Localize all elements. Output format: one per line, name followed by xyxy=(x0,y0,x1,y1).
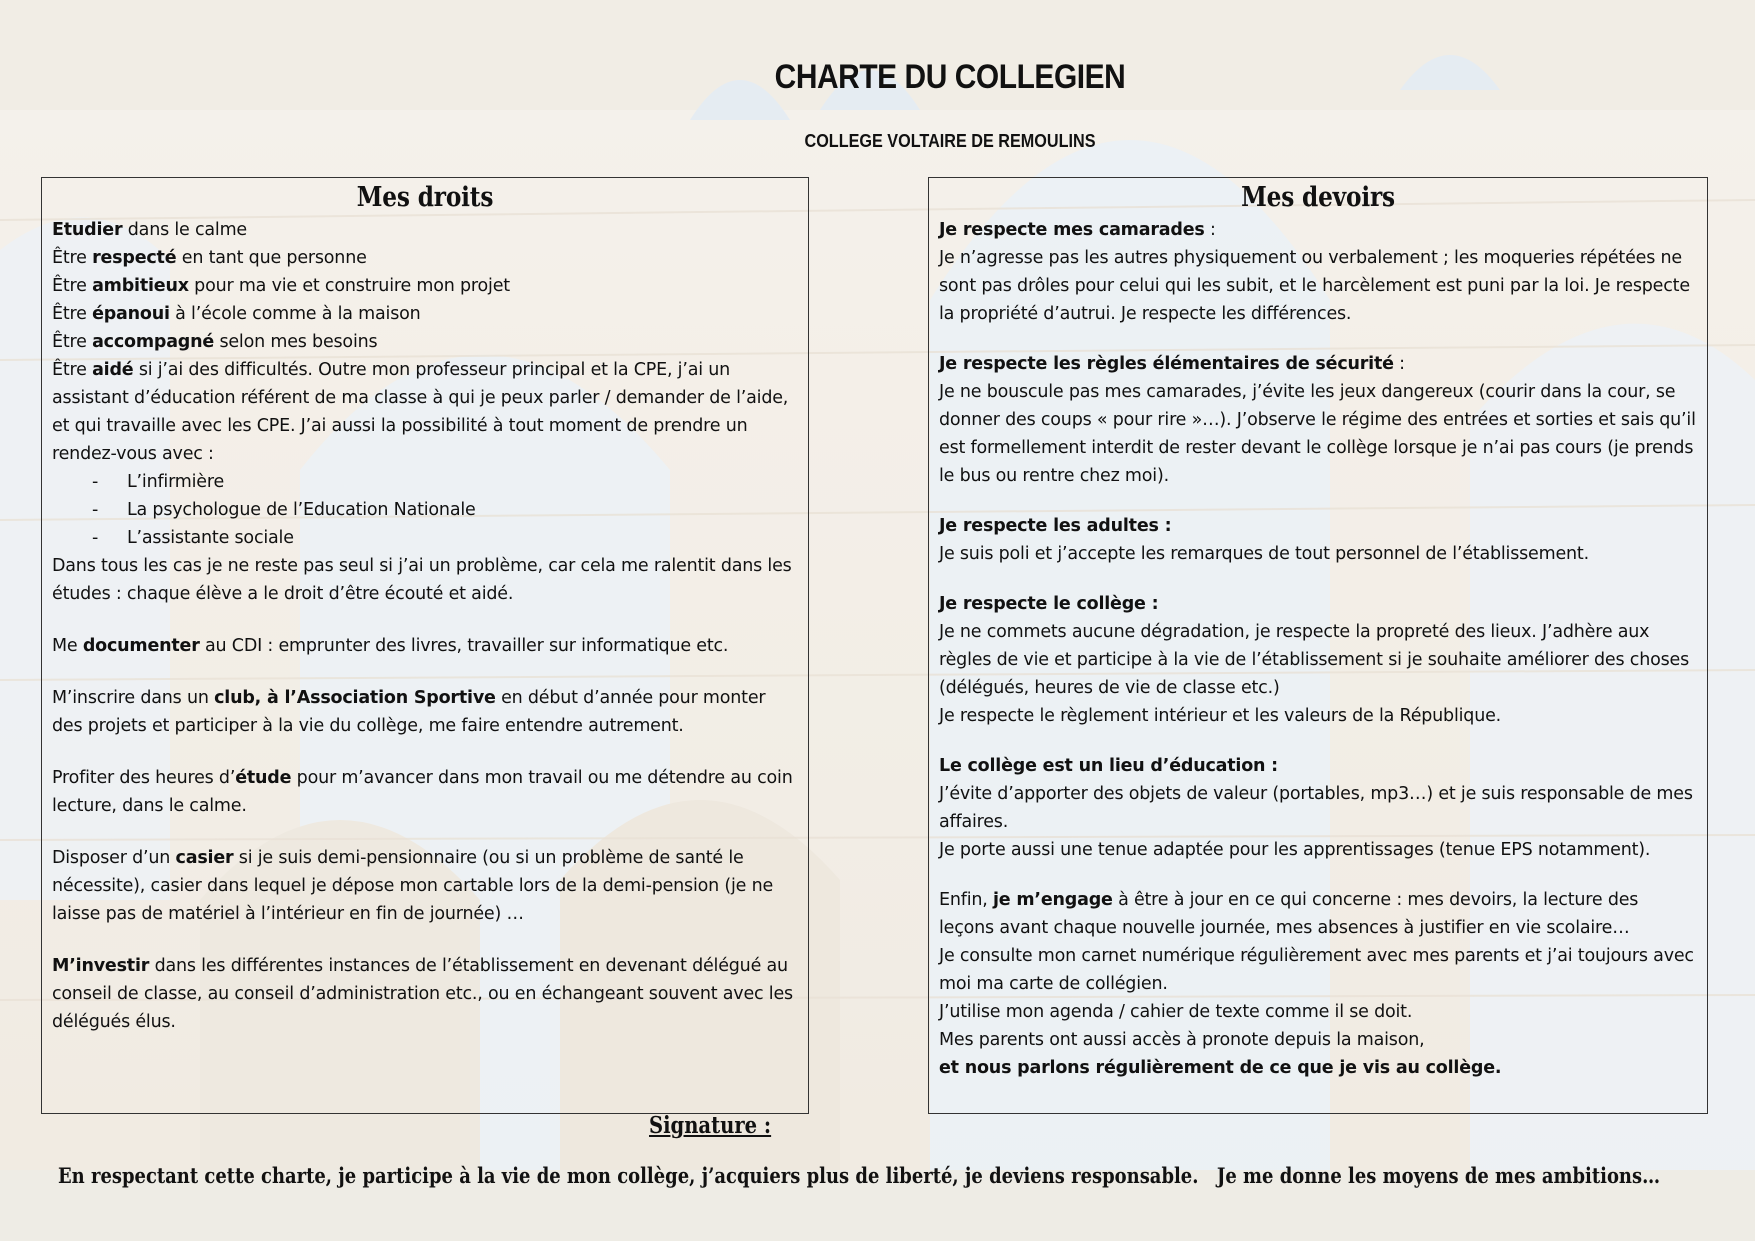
rights-paragraph: M’investir dans les différentes instances de l’établissement en devenant délégué au conseil de classe, au conseil d’administration etc., ou en échangeant souvent avec les délégués élus. xyxy=(52,956,793,1032)
rights-paragraph: Dans tous les cas je ne reste pas seul si j’ai un problème, car cela me ralentit dans les études : chaque élève a le droit d’être écouté et aidé. xyxy=(52,556,792,604)
footer-part-2: Je me donne les moyens de mes ambitions… xyxy=(1216,1164,1661,1189)
rights-paragraph: Disposer d’un casier si je suis demi-pensionnaire (ou si un problème de santé le nécessite), casier dans lequel je dépose mon cartable lors de la demi-pension (je ne laisse pas de matériel à l’intérieur en fin de journée) … xyxy=(52,848,774,924)
rights-line: Être respecté en tant que personne xyxy=(52,248,367,268)
list-item: - La psychologue de l’Education Nationale xyxy=(52,496,798,524)
rights-line: Être accompagné selon mes besoins xyxy=(52,332,378,352)
duties-section: Le collège est un lieu d’éducation : J’évite d’apporter des objets de valeur (portables, mp3…) et je suis responsable de mes affaires. Je porte aussi une tenue adaptée pour les apprentissages (tenue EPS notamment). xyxy=(939,756,1693,860)
duties-section: Je respecte les adultes : Je suis poli et j’accepte les remarques de tout personnel de l’établissement. xyxy=(939,516,1589,564)
rights-paragraph: M’inscrire dans un club, à l’Association Sportive en début d’année pour monter des projets et participer à la vie du collège, me faire entendre autrement. xyxy=(52,688,766,736)
duties-section: Je respecte les règles élémentaires de sécurité : Je ne bouscule pas mes camarades, j’évite les jeux dangereux (courir dans la cour, se donner des coups « pour rire »…). J’observe le régime des entrées et sorties et sais qu’il est formellement interdit de rester devant le collège lorsque je n’ai pas cours (je prends le bus ou rentre chez moi). xyxy=(939,354,1696,486)
duties-closing: Enfin, je m’engage à être à jour en ce qui concerne : mes devoirs, la lecture des leçons avant chaque nouvelle journée, mes absences à justifier en vie scolaire… Je consulte mon carnet numérique régulièrement avec mes parents et j’ai toujours avec moi ma carte de collégien. J’utilise mon agenda / cahier de texte comme il se doit. Mes parents ont aussi accès à pronote depuis la maison, et nous parlons régulièrement de ce que je vis au collège. xyxy=(939,890,1694,1078)
page-title: CHARTE DU COLLEGIEN xyxy=(774,58,1126,96)
list-item: - L’assistante sociale xyxy=(52,524,798,552)
rights-paragraph: Profiter des heures d’étude pour m’avancer dans mon travail ou me détendre au coin lecture, dans le calme. xyxy=(52,768,793,816)
rights-line: Être ambitieux pour ma vie et construire mon projet xyxy=(52,276,510,296)
footer-part-1: En respectant cette charte, je participe à la vie de mon collège, j’acquiers plus de liberté, je deviens responsable. xyxy=(58,1164,1199,1189)
rights-paragraph: Me documenter au CDI : emprunter des livres, travailler sur informatique etc. xyxy=(52,636,729,656)
rights-line: Être épanoui à l’école comme à la maison xyxy=(52,304,421,324)
duties-section: Je respecte le collège : Je ne commets aucune dégradation, je respecte la propreté des lieux. J’adhère aux règles de vie et participe à la vie de l’établissement si je souhaite améliorer des choses (délégués, heures de vie de classe etc.) Je respecte le règlement intérieur et les valeurs de la République. xyxy=(939,594,1690,726)
duties-section: Je respecte mes camarades : Je n’agresse pas les autres physiquement ou verbalement ; les moqueries répétées ne sont pas drôles pour celui qui les subit, et le harcèlement est puni par la loi. Je respecte la propriété d’autrui. Je respecte les différences. xyxy=(939,220,1690,324)
rights-box xyxy=(41,177,809,1114)
page-subtitle: COLLEGE VOLTAIRE DE REMOULINS xyxy=(804,131,1096,151)
rights-line: Être aidé si j’ai des difficultés. Outre mon professeur principal et la CPE, j’ai un assistant d’éducation référent de ma classe à qui je peux parler / demander de l’aide, et qui travaille avec les CPE. J’ai aussi la possibilité à tout moment de prendre un rendez-vous avec : xyxy=(52,360,789,464)
duties-heading: Mes devoirs xyxy=(1241,182,1395,213)
rights-line: Etudier dans le calme xyxy=(52,220,247,240)
footer-statement xyxy=(58,1164,1661,1189)
rights-heading: Mes droits xyxy=(356,182,494,213)
duties-box xyxy=(928,177,1708,1114)
signature-label: Signature : xyxy=(649,1112,772,1139)
list-item: - L’infirmière xyxy=(52,468,798,496)
contacts-list xyxy=(52,468,798,552)
